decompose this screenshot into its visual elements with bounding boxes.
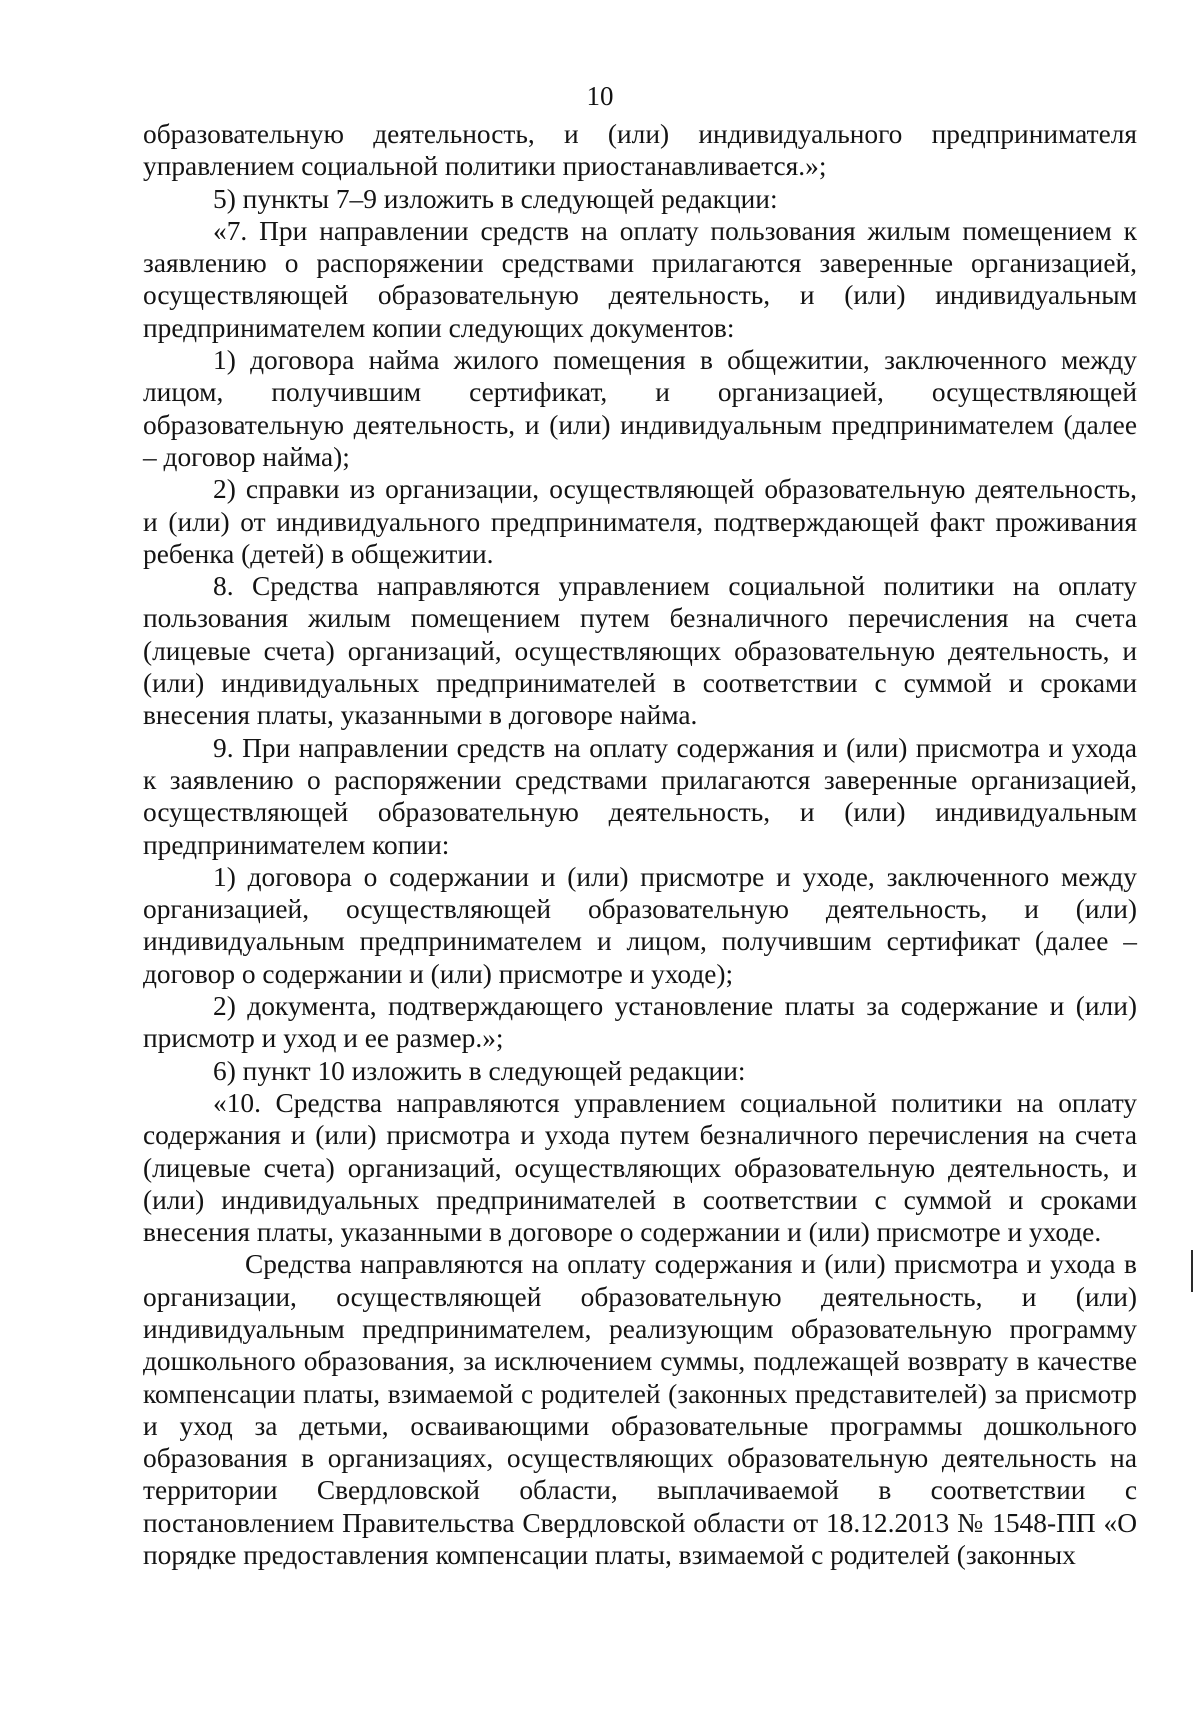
paragraph-clause-7: «7. При направлении средств на оплату пользования жилым помещением к заявлению о распоряжении средствами прилагаются заверенные организацией, осуществляющей образовательную деятельность, и (или) индивидуальным предпринимателем копии следующих документов: (143, 215, 1137, 343)
document-body (143, 118, 1137, 1571)
page-number: 10 (586, 81, 614, 111)
paragraph-clause-9-item-1: 1) договора о содержании и (или) присмотре и уходе, заключенного между организацией, осуществляющей образовательную деятельность, и (или) индивидуальным предпринимателем и лицом, получившим сертификат (далее – договор о содержании и (или) присмотре и уходе); (143, 861, 1137, 989)
paragraph-clause-10-part-2: Средства направляются на оплату содержания и (или) присмотра и ухода в организации, осуществляющей образовательную деятельность, и (или) индивидуальным предпринимателем, реализующим образовательную программу дошкольного образования, за исключением суммы, подлежащей возврату в качестве компенсации платы, взимаемой с родителей (законных представителей) за присмотр и уход за детьми, осваивающими образовательные программы дошкольного образования в организациях, осуществляющих образовательную деятельность на территории Свердловской области, выплачиваемой в соответствии с постановлением Правительства Свердловской области от 18.12.2013 № 1548-ПП «О порядке предоставления компенсации платы, взимаемой с родителей (законных (143, 1249, 1137, 1571)
paragraph-clause-7-item-1: 1) договора найма жилого помещения в общежитии, заключенного между лицом, получившим сертификат, и организацией, осуществляющей образовательную деятельность, и (или) индивидуальным предпринимателем (далее – договор найма); (143, 345, 1137, 472)
paragraph-amendment-6: 6) пункт 10 изложить в следующей редакции: (213, 1055, 746, 1086)
paragraph-continuation: образовательную деятельность, и (или) индивидуального предпринимателя управлением социальной политики приостанавливается.»; (143, 119, 1137, 182)
paragraph-clause-10: «10. Средства направляются управлением социальной политики на оплату содержания и (или) присмотра и ухода путем безналичного перечисления на счета (лицевые счета) организаций, осуществляющих образовательную деятельность, и (или) индивидуальных предпринимателей в соответствии с суммой и сроками внесения платы, указанными в договоре о содержании и (или) присмотре и уходе. (143, 1087, 1137, 1248)
paragraph-clause-9: 9. При направлении средств на оплату содержания и (или) присмотра и ухода к заявлению о распоряжении средствами прилагаются заверенные организацией, осуществляющей образовательную деятельность, и (или) индивидуальным предпринимателем копии: (143, 732, 1137, 860)
paragraph-amendment-5: 5) пункты 7–9 изложить в следующей редакции: (213, 183, 778, 214)
margin-mark (1191, 1250, 1193, 1292)
paragraph-clause-9-item-2: 2) документа, подтверждающего установление платы за содержание и (или) присмотр и уход и ее размер.»; (143, 991, 1137, 1054)
paragraph-clause-8: 8. Средства направляются управлением социальной политики на оплату пользования жилым помещением путем безналичного перечисления на счета (лицевые счета) организаций, осуществляющих образовательную деятельность, и (или) индивидуальных предпринимателей в соответствии с суммой и сроками внесения платы, указанными в договоре найма. (143, 571, 1137, 731)
paragraph-clause-7-item-2: 2) справки из организации, осуществляющей образовательную деятельность, и (или) от индивидуального предпринимателя, подтверждающей факт проживания ребенка (детей) в общежитии. (143, 474, 1137, 569)
